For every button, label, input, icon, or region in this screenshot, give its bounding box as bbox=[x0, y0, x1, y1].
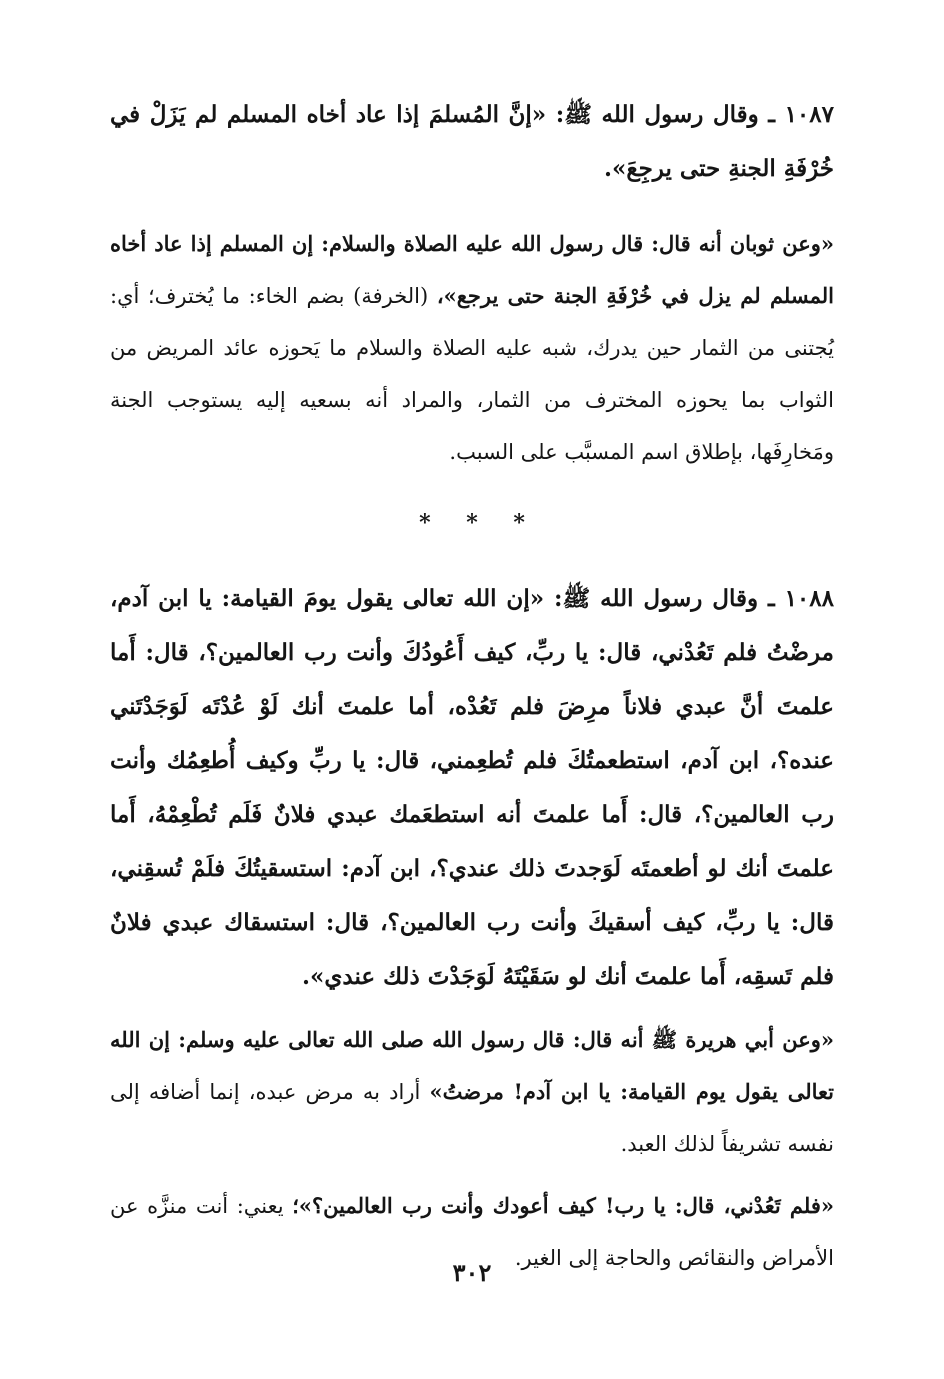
commentary-1088-a-explanation: أراد به مرض عبده، إنما أضافه إلى نفسه تشريفاً لذلك العبد. bbox=[110, 1080, 834, 1156]
commentary-1088-a bbox=[110, 1014, 834, 1170]
section-separator: * * * bbox=[419, 510, 539, 536]
commentary-1088-b-explanation: يعني: أنت منزَّه عن الأمراض والنقائص والحاجة إلى الغير. bbox=[110, 1194, 834, 1270]
hadith-1087: ١٠٨٧ ـ وقال رسول الله ﷺ: «إنَّ المُسلمَ إذا عاد أخاه المسلم لم يَزَلْ في خُرْفَةِ الجنةِ حتى يرجِعَ». bbox=[110, 101, 834, 182]
hadith-1088: ١٠٨٨ ـ وقال رسول الله ﷺ: «إن الله تعالى يقول يومَ القيامة: يا ابن آدم، مرضْتُ فلم تَعُدْني، قال: يا ربِّ، كيف أَعُودُكَ وأنت رب العالمين؟، قال: أَما علمتَ أنَّ عبدي فلاناً مرِضَ فلم تَعُدْه، أما علمتَ أنك لَوْ عُدْتَه لَوَجَدْتَني عنده؟، ابن آدم، استطعمتُكَ فلم تُطعِمني، قال: يا ربِّ وكيف أُطعِمُك وأنت رب العالمين؟، قال: أَما علمتَ أنه استطعَمك عبدي فلانٌ فَلَم تُطْعِمْهُ، أَما علمتَ أنك لو أطعمتَه لَوَجدتَ ذلك عندي؟، ابن آدم: استسقيتُكَ فلَمْ تُسقِني، قال: يا ربِّ، كيف أسقيكَ وأنت رب العالمين؟، قال: استسقاك عبدي فلانٌ فلم تَسقِه، أَما علمتَ أنك لو سَقَيْتَهُ لَوَجَدْتَ ذلك عندي». bbox=[110, 585, 834, 990]
page-body bbox=[110, 88, 834, 1284]
commentary-1088-b-quote: «فلم تَعُدْني، قال: يا رب! كيف أعودك وأنت رب العالمين؟»؛ bbox=[292, 1193, 834, 1218]
commentary-1087 bbox=[110, 218, 834, 478]
commentary-1088-a-quote: «وعن أبي هريرة ﷺ أنه قال: قال رسول الله صلى الله تعالى عليه وسلم: إن الله تعالى يقول يوم القيامة: يا ابن آدم! مرضتُ» bbox=[110, 1027, 834, 1104]
commentary-1087-explanation: (الخرفة) بضم الخاء: ما يُخترف؛ أي: يُجتنى من الثمار حين يدرك، شبه عليه الصلاة والسلام ما يَحوزه عائد المريض من الثواب بما يحوزه المخترف من الثمار، والمراد أنه بسعيه إليه يستوجب الجنة ومَخارِفَها، بإطلاق اسم المسبَّب على السبب. bbox=[110, 284, 834, 464]
page-number: ٣٠٢ bbox=[452, 1258, 492, 1287]
commentary-1087-quote: «وعن ثوبان أنه قال: قال رسول الله عليه الصلاة والسلام: إن المسلم إذا عاد أخاه المسلم لم يزل في خُرْفَةِ الجنة حتى يرجع»، bbox=[110, 231, 834, 308]
